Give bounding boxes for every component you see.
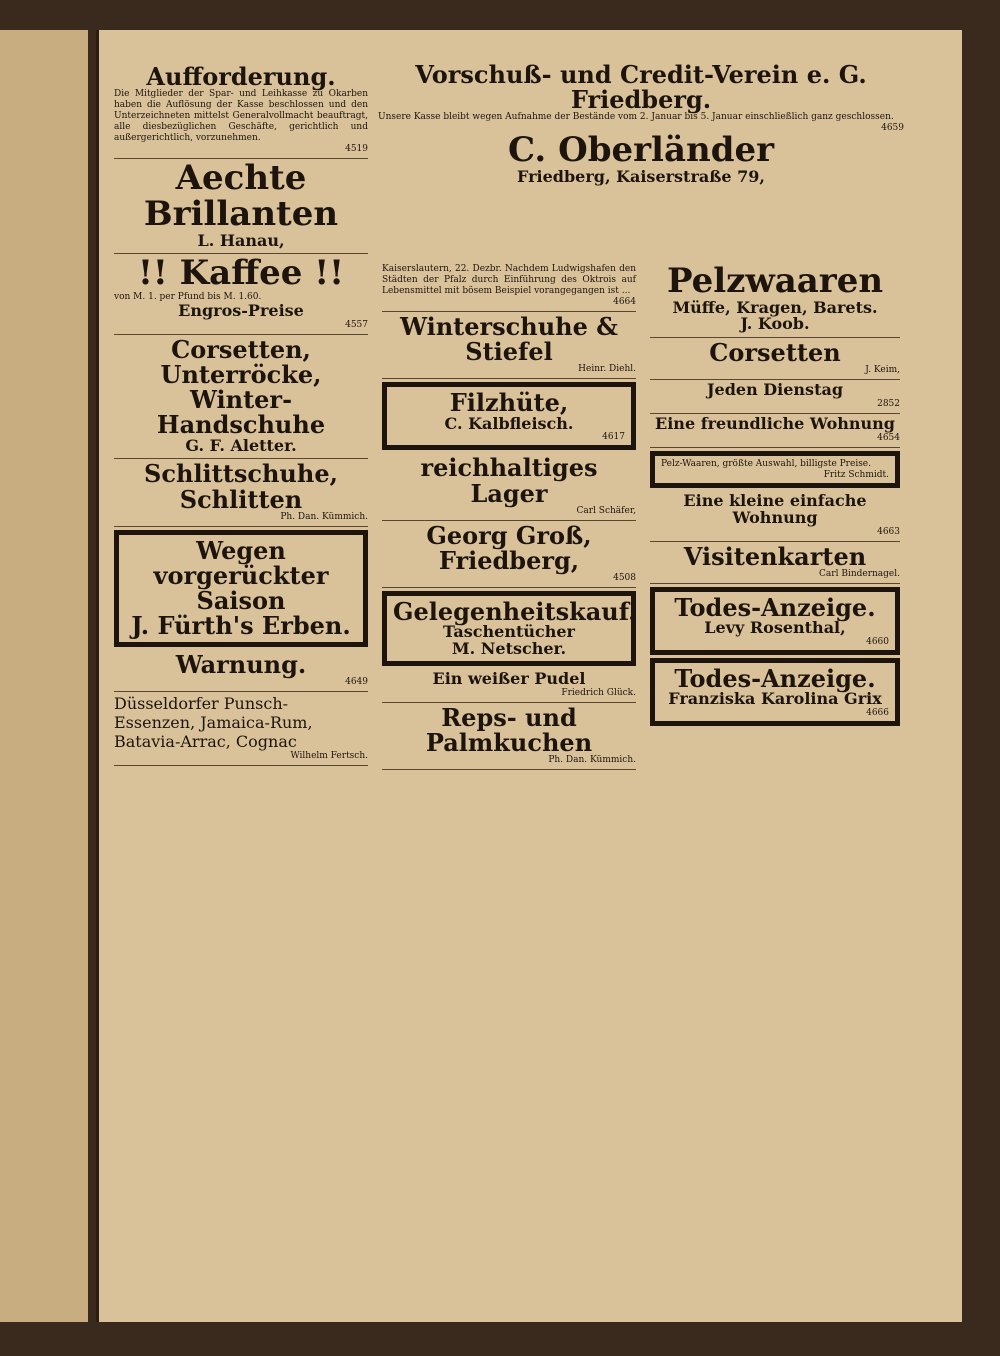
ad-signature: M. Netscher. [451, 639, 567, 659]
ad-wegen-saison [114, 530, 368, 647]
ad-title: Jeden Dienstag [706, 380, 844, 400]
ad-title: Corsetten [709, 338, 841, 368]
notice-title: Todes-Anzeige. [674, 663, 876, 693]
ad-signature: Wilhelm Fertsch. [290, 750, 368, 761]
ad-corsetten-keim [650, 338, 900, 380]
adjacent-page-strip [0, 30, 88, 1322]
ad-signature: G. F. Aletter. [185, 435, 297, 455]
ad-lager [382, 453, 636, 520]
ad-title: Düsseldorfer Punsch-Essenzen, Jamaica-Rum, Batavia-Arrac, Cognac [114, 693, 313, 751]
oberlaender-address: Friedberg, Kaiserstraße 79, [517, 167, 765, 187]
ad-title: Eine kleine einfache Wohnung [683, 491, 867, 527]
ad-body: Müffe, Kragen, Barets. [672, 297, 878, 317]
ad-brillanten [114, 159, 368, 254]
notice-title: Todes-Anzeige. [674, 592, 876, 622]
ad-title: reichhaltiges Lager [420, 453, 598, 508]
column-middle [378, 262, 640, 1306]
ad-kaffee [114, 254, 368, 334]
ad-signature: Fritz Schmidt. [823, 470, 889, 481]
ad-reps [382, 703, 636, 770]
ad-signature: Friedrich Glück. [561, 687, 636, 698]
ad-signature: J. Keim, [865, 365, 900, 376]
ad-title: Ein weißer Pudel [432, 668, 586, 688]
ad-title: Visitenkarten [683, 541, 867, 571]
ad-signature: Carl Bindernagel. [819, 568, 900, 579]
ad-pudel [382, 669, 636, 703]
ad-number: 2852 [877, 399, 900, 410]
ad-title: Pelzwaaren [666, 261, 884, 301]
ad-number: 4508 [613, 573, 636, 584]
ad-title: Georg Groß, Friedberg, [426, 520, 592, 575]
column-right [646, 262, 904, 1306]
ad-number: 4663 [877, 526, 900, 537]
ad-signature: C. Kalbfleisch. [444, 413, 574, 433]
notice-name: Franziska Karolina Grix [668, 689, 882, 709]
ad-title: Aufforderung. [146, 62, 336, 91]
banner-credit-verein [378, 62, 904, 186]
ad-kleine-wohnung [650, 491, 900, 542]
ad-wohnung [650, 414, 900, 448]
ad-signature: Carl Schäfer, [576, 505, 636, 516]
news-number: 4664 [613, 297, 636, 307]
ad-signature: L. Hanau, [197, 230, 285, 250]
ad-title: Winterschuhe & Stiefel [400, 312, 618, 367]
ad-title: Eine freundliche Wohnung [655, 414, 895, 434]
ad-title: Filzhüte, [449, 388, 569, 418]
news-kaiserslautern [382, 262, 636, 312]
ad-filzhuete [382, 382, 636, 450]
news-body: Kaiserslautern, 22. Dezbr. Nachdem Ludwigshafen den Städten der Pfalz durch Einführung des Oktrois auf Lebensmittel mit bösem Beispiel vorangegangen ist ... [382, 264, 636, 296]
notice-name: Levy Rosenthal, [704, 618, 846, 638]
ad-signature: J. Koob. [740, 314, 810, 334]
ad-winterschuhe [382, 312, 636, 379]
ad-signature: Ph. Dan. Kümmich. [548, 755, 636, 766]
column-left [110, 62, 372, 1306]
banner-number: 4659 [881, 123, 904, 134]
ad-title: Corsetten, Unterröcke, Winter-Handschuhe [156, 334, 326, 440]
ad-gelegenheitskauf [382, 591, 636, 666]
ad-body: Taschentücher [443, 622, 575, 642]
ad-corsetten [114, 335, 368, 460]
ad-title: Reps- und Palmkuchen [425, 702, 593, 757]
ad-dienstag [650, 380, 900, 414]
ad-pelzwaaren [650, 262, 900, 338]
ad-number: 4649 [345, 676, 368, 687]
ad-number: 4519 [345, 144, 368, 155]
ad-pelz-schmidt [650, 451, 900, 488]
ad-warnung [114, 650, 368, 692]
ad-title: Warnung. [175, 649, 307, 679]
ad-aufforderung [114, 62, 368, 159]
death-notice-grix [650, 658, 900, 726]
ad-title: !! Kaffee !! [137, 253, 345, 294]
death-notice-rosenthal [650, 587, 900, 655]
ad-body: von M. 1. per Pfund bis M. 1.60. [114, 292, 262, 303]
ad-punsch [114, 692, 368, 766]
ad-visitenkarten [650, 542, 900, 584]
ad-signature: Heinr. Diehl. [578, 364, 636, 375]
ad-signature: Ph. Dan. Kümmich. [280, 511, 368, 522]
ad-title: Wegen vorgerückter Saison [153, 535, 329, 616]
notice-number: 4660 [866, 636, 889, 647]
oberlaender-title: C. Oberländer [507, 130, 775, 171]
ad-title: Schlittschuhe, Schlitten [144, 459, 338, 514]
ad-number: 4557 [345, 319, 368, 330]
ad-title: Aechte Brillanten [143, 158, 339, 234]
ad-body: Pelz-Waaren, größte Auswahl, billigste Preise. [661, 459, 871, 470]
ad-number: 4654 [877, 433, 900, 444]
ad-signature: Engros-Preise [178, 301, 304, 321]
banner-title: Vorschuß- und Credit-Verein e. G. Friedberg. [415, 60, 867, 115]
notice-number: 4666 [866, 707, 889, 718]
banner-body: Unsere Kasse bleibt wegen Aufnahme der Bestände vom 2. Januar bis 5. Januar einschließlich ganz geschlossen. [378, 112, 894, 123]
ad-gross [382, 521, 636, 588]
ad-signature: J. Fürth's Erben. [131, 611, 351, 641]
ad-title: Gelegenheitskauf. [393, 597, 637, 627]
ad-number: 4617 [602, 432, 625, 443]
ad-body: Die Mitglieder der Spar- und Leihkasse zu Okarben haben die Auflösung der Kasse beschlossen und den Unterzeichneten mittelst Generalvollmacht beauftragt, alle diesbezüglichen Geschäfte, gerichtlich und außergerichtlich, vorzunehmen. [114, 89, 368, 144]
ad-schlittschuhe [114, 459, 368, 526]
